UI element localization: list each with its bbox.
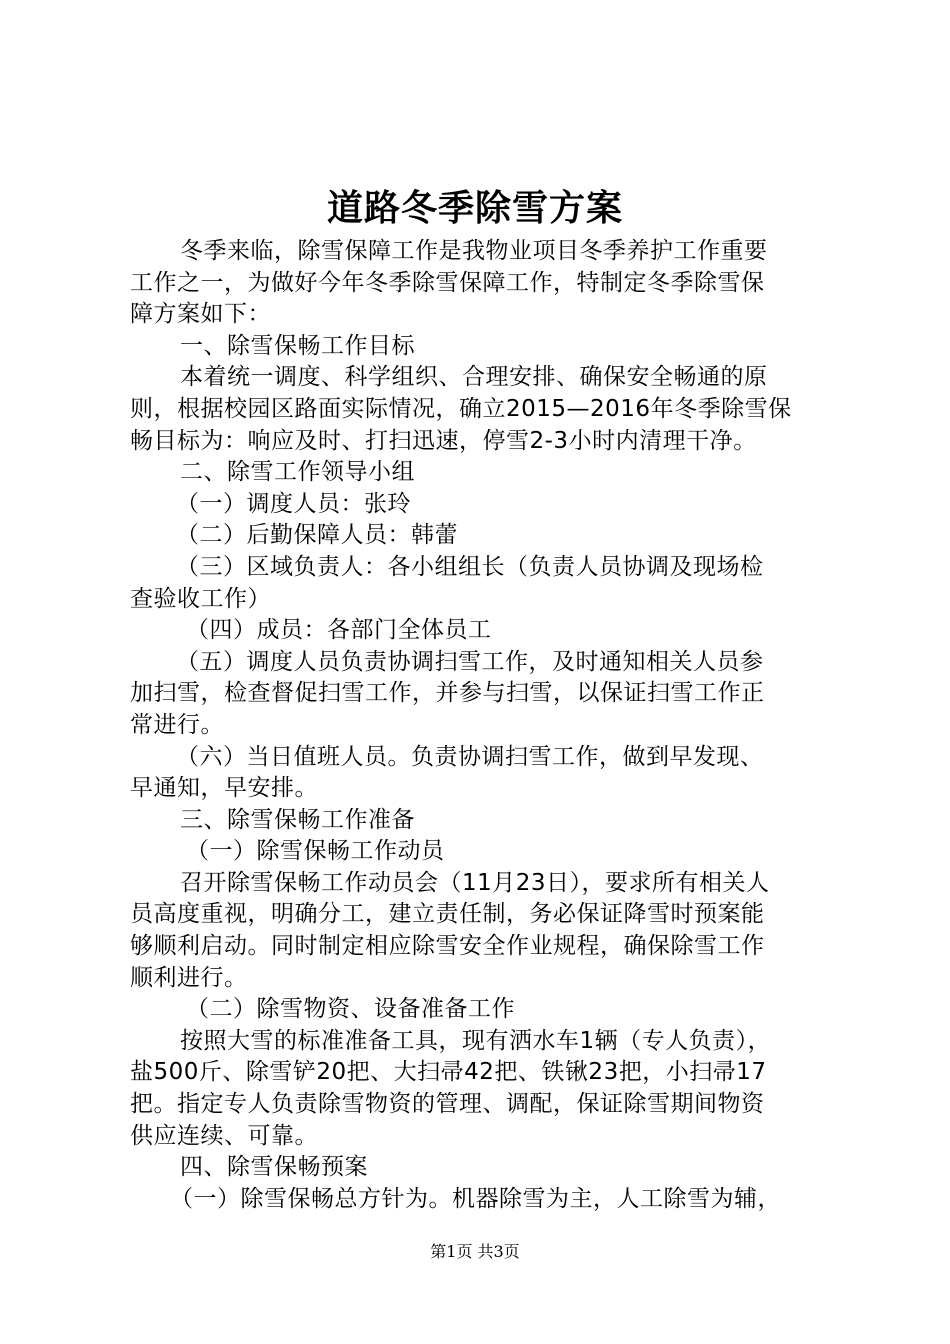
text-line: 则，根据校园区路面实际情况，确立2015—2016年冬季除雪保 <box>130 395 792 422</box>
text-line: 加扫雪，检查督促扫雪工作，并参与扫雪，以保证扫雪工作正 <box>130 680 765 707</box>
text-line: 召开除雪保畅工作动员会（11月23日），要求所有相关人 <box>180 869 770 896</box>
page-number-footer: 第1页 共3页 <box>430 1242 520 1261</box>
text-line: 畅目标为：响应及时、打扫迅速，停雪2-3小时内清理干净。 <box>130 427 757 454</box>
text-line: 早通知，早安排。 <box>130 775 318 802</box>
text-line: 查验收工作） <box>130 585 271 612</box>
text-line: 冬季来临，除雪保障工作是我物业项目冬季养护工作重要 <box>180 238 768 264</box>
text-line: 按照大雪的标准准备工具，现有洒水车1辆（专人负责）， <box>180 1027 772 1054</box>
section-heading: 一、除雪保畅工作目标 <box>180 332 415 359</box>
text-line: 本着统一调度、科学组织、合理安排、确保安全畅通的原 <box>180 364 768 391</box>
text-line: 员高度重视，明确分工，建立责任制，务必保证降雪时预案能 <box>130 901 765 928</box>
subsection-heading: （二）除雪物资、设备准备工作 <box>186 996 515 1023</box>
text-line: 顺利进行。 <box>130 964 248 991</box>
text-line: 盐500斤、除雪铲20把、大扫帚42把、铁锹23把，小扫帚17 <box>130 1059 767 1086</box>
text-line: 够顺利启动。同时制定相应除雪安全作业规程，确保除雪工作 <box>130 933 765 960</box>
text-line: 供应连续、可靠。 <box>130 1122 318 1149</box>
text-line: 常进行。 <box>130 711 224 738</box>
section-heading: 三、除雪保畅工作准备 <box>180 806 415 833</box>
document-body <box>130 236 835 1215</box>
text-line: 工作之一，为做好今年冬季除雪保障工作，特制定冬季除雪保 <box>130 269 765 296</box>
list-item: （四）成员：各部门全体员工 <box>186 617 492 644</box>
list-item: （一）除雪保畅总方针为。机器除雪为主，人工除雪为辅， <box>170 1185 781 1212</box>
text-line: 障方案如下： <box>130 301 271 328</box>
document-title: 道路冬季除雪方案 <box>326 187 623 229</box>
list-item: （六）当日值班人员。负责协调扫雪工作，做到早发现、 <box>176 743 764 770</box>
subsection-heading: （一）除雪保畅工作动员 <box>186 838 445 865</box>
section-heading: 二、除雪工作领导小组 <box>180 459 415 486</box>
text-line: 把。指定专人负责除雪物资的管理、调配，保证除雪期间物资 <box>130 1091 765 1118</box>
list-item: （一）调度人员：张玲 <box>176 490 411 517</box>
list-item: （五）调度人员负责协调扫雪工作，及时通知相关人员参 <box>176 648 764 675</box>
section-heading: 四、除雪保畅预案 <box>180 1154 368 1181</box>
list-item: （三）区域负责人：各小组组长（负责人员协调及现场检 <box>176 553 764 580</box>
list-item: （二）后勤保障人员：韩蕾 <box>176 522 458 549</box>
